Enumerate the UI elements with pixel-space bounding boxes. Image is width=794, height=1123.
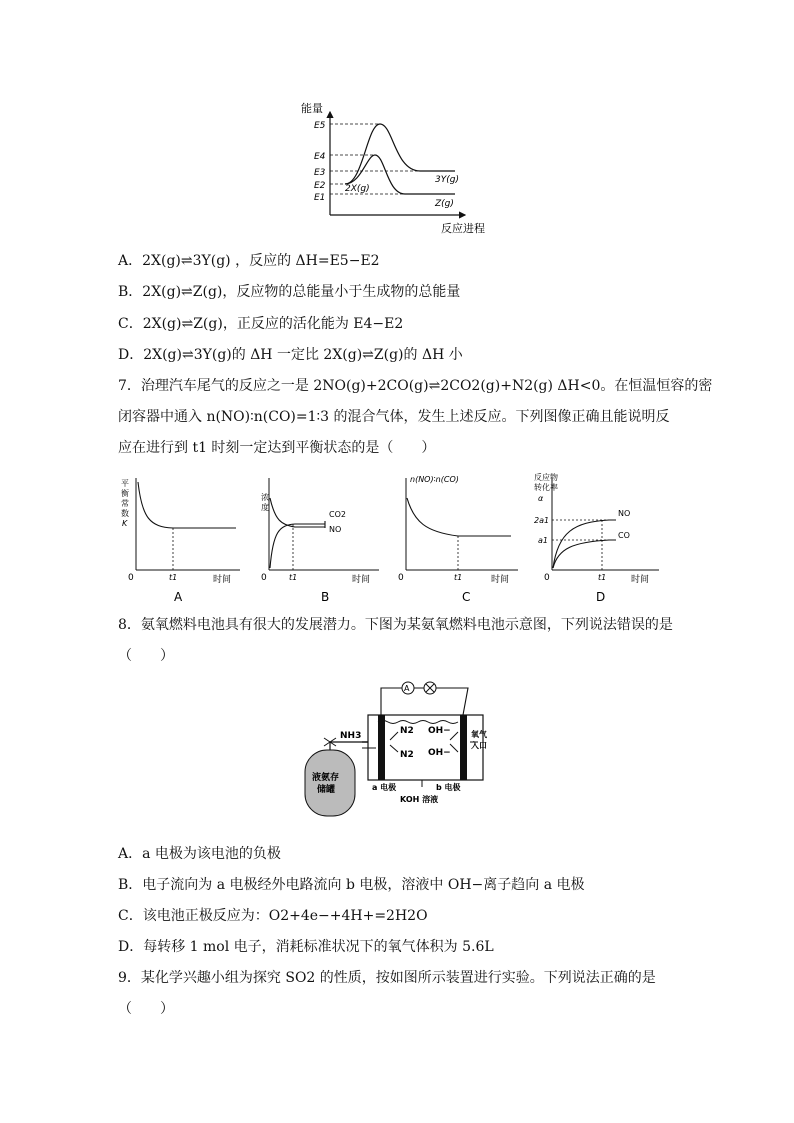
graph-a-ylabel-1: 平	[121, 479, 129, 488]
graph-d-tick-2a1: 2a1	[534, 516, 550, 525]
q8-option-b: B．电子流向为 a 电极经外电路流向 b 电极，溶液中 OH−离子趋向 a 电极	[118, 877, 585, 893]
graph-d-ylabel-2: 转化率	[534, 483, 558, 492]
graph-b	[257, 470, 389, 605]
q6-option-b: B．2X(g)⇌Z(g)，反应物的总能量小于生成物的总能量	[118, 284, 461, 300]
q8-option-d: D．每转移 1 mol 电子，消耗标准状况下的氧气体积为 5.6L	[118, 939, 494, 955]
y-axis-label: 能量	[301, 102, 323, 115]
level-e3: E3	[314, 168, 326, 178]
b-electrode-label: b 电极	[436, 783, 461, 792]
level-e4: E4	[314, 152, 326, 162]
fuel-cell-diagram	[300, 680, 500, 822]
graph-c	[396, 470, 528, 605]
graph-a-caption: A	[174, 590, 183, 604]
graph-d	[534, 470, 674, 605]
ammeter-label: A	[404, 684, 410, 693]
graph-a-t1: t1	[169, 573, 178, 582]
q8-option-a: A．a 电极为该电池的负极	[118, 846, 281, 862]
graph-a-ylabel-4: 数	[121, 509, 129, 518]
q8-option-c: C．该电池正极反应为：O2+4e−+4H+=2H2O	[118, 908, 428, 924]
graph-b-series-co2: CO2	[329, 510, 346, 519]
graph-d-origin: 0	[544, 573, 550, 583]
graph-a-origin: 0	[128, 573, 134, 583]
q6-option-d: D．2X(g)⇌3Y(g)的 ΔH 一定比 2X(g)⇌Z(g)的 ΔH 小	[118, 347, 463, 363]
graph-c-t1: t1	[454, 573, 463, 582]
curve-label-z: Z(g)	[435, 199, 454, 209]
energy-diagram	[295, 98, 495, 238]
q7-line1: 7．治理汽车尾气的反应之一是 2NO(g)+2CO(g)⇌2CO2(g)+N2(g) ΔH<0。在恒温恒容的密	[118, 378, 713, 394]
graph-d-xlabel: 时间	[631, 575, 650, 585]
n2-label-2: N2	[400, 750, 414, 760]
graph-b-t1: t1	[289, 573, 298, 582]
graph-d-series-no: NO	[618, 509, 631, 518]
curve-label-x: 2X(g)	[345, 184, 370, 194]
graph-a-xlabel: 时间	[213, 575, 232, 585]
q6-option-c: C．2X(g)⇌Z(g)，正反应的活化能为 E4−E2	[118, 316, 404, 332]
graph-d-ylabel-1: 反应物	[534, 473, 558, 482]
q7-line3: 应在进行到 t1 时刻一定达到平衡状态的是（ ）	[118, 440, 436, 456]
graph-b-xlabel: 时间	[352, 575, 371, 585]
curve-label-y: 3Y(g)	[435, 175, 459, 185]
graph-b-series-no: NO	[329, 525, 342, 534]
level-e5: E5	[314, 121, 326, 131]
graph-a-ylabel-5: K	[122, 519, 128, 528]
nh3-label: NH3	[340, 731, 362, 741]
graph-c-caption: C	[462, 590, 471, 604]
q8-line1: 8．氨氧燃料电池具有很大的发展潜力。下图为某氨氧燃料电池示意图，下列说法错误的是	[118, 617, 673, 633]
graph-b-ylabel-2: 度	[261, 503, 269, 512]
q9-line1: 9．某化学兴趣小组为探究 SO2 的性质，按如图所示装置进行实验。下列说法正确的是	[118, 970, 656, 986]
n2-label-1: N2	[400, 726, 414, 736]
graph-d-ylabel-3: α	[538, 494, 544, 503]
graph-c-origin: 0	[398, 573, 404, 583]
graph-a-ylabel-2: 衡	[121, 489, 129, 498]
graph-b-ylabel-1: 浓	[261, 493, 269, 502]
oxygen-label-1: 氧气	[471, 730, 487, 739]
oh-label-2: OH−	[428, 748, 451, 758]
graph-c-xlabel: 时间	[491, 575, 510, 585]
graph-a	[118, 470, 250, 605]
level-e1: E1	[314, 193, 326, 203]
q6-option-a: A．2X(g)⇌3Y(g) ，反应的 ΔH=E5−E2	[118, 253, 380, 269]
koh-label: KOH 溶液	[400, 795, 439, 804]
tank-label-1: 液氨存	[312, 773, 340, 783]
oh-label-1: OH−	[428, 726, 451, 736]
level-e2: E2	[314, 181, 326, 191]
graph-d-series-co: CO	[618, 531, 630, 540]
q8-line2: （ ）	[118, 648, 174, 664]
graph-d-caption: D	[596, 590, 606, 604]
oxygen-label-2: 入口	[471, 741, 487, 750]
q7-line2: 闭容器中通入 n(NO)∶n(CO)=1∶3 的混合气体，发生上述反应。下列图像正确且能说明反	[118, 409, 670, 425]
graph-c-ylabel: n(NO)∶n(CO)	[410, 475, 459, 484]
graph-b-origin: 0	[261, 573, 267, 583]
tank-label-2: 储罐	[317, 785, 336, 795]
graph-d-tick-a1: a1	[538, 536, 548, 545]
graph-b-caption: B	[321, 590, 330, 604]
graph-a-ylabel-3: 常	[121, 499, 129, 508]
graph-d-t1: t1	[598, 573, 607, 582]
q9-line2: （ ）	[118, 1001, 174, 1017]
a-electrode-label: a 电极	[372, 783, 397, 792]
x-axis-label: 反应进程	[441, 222, 485, 235]
